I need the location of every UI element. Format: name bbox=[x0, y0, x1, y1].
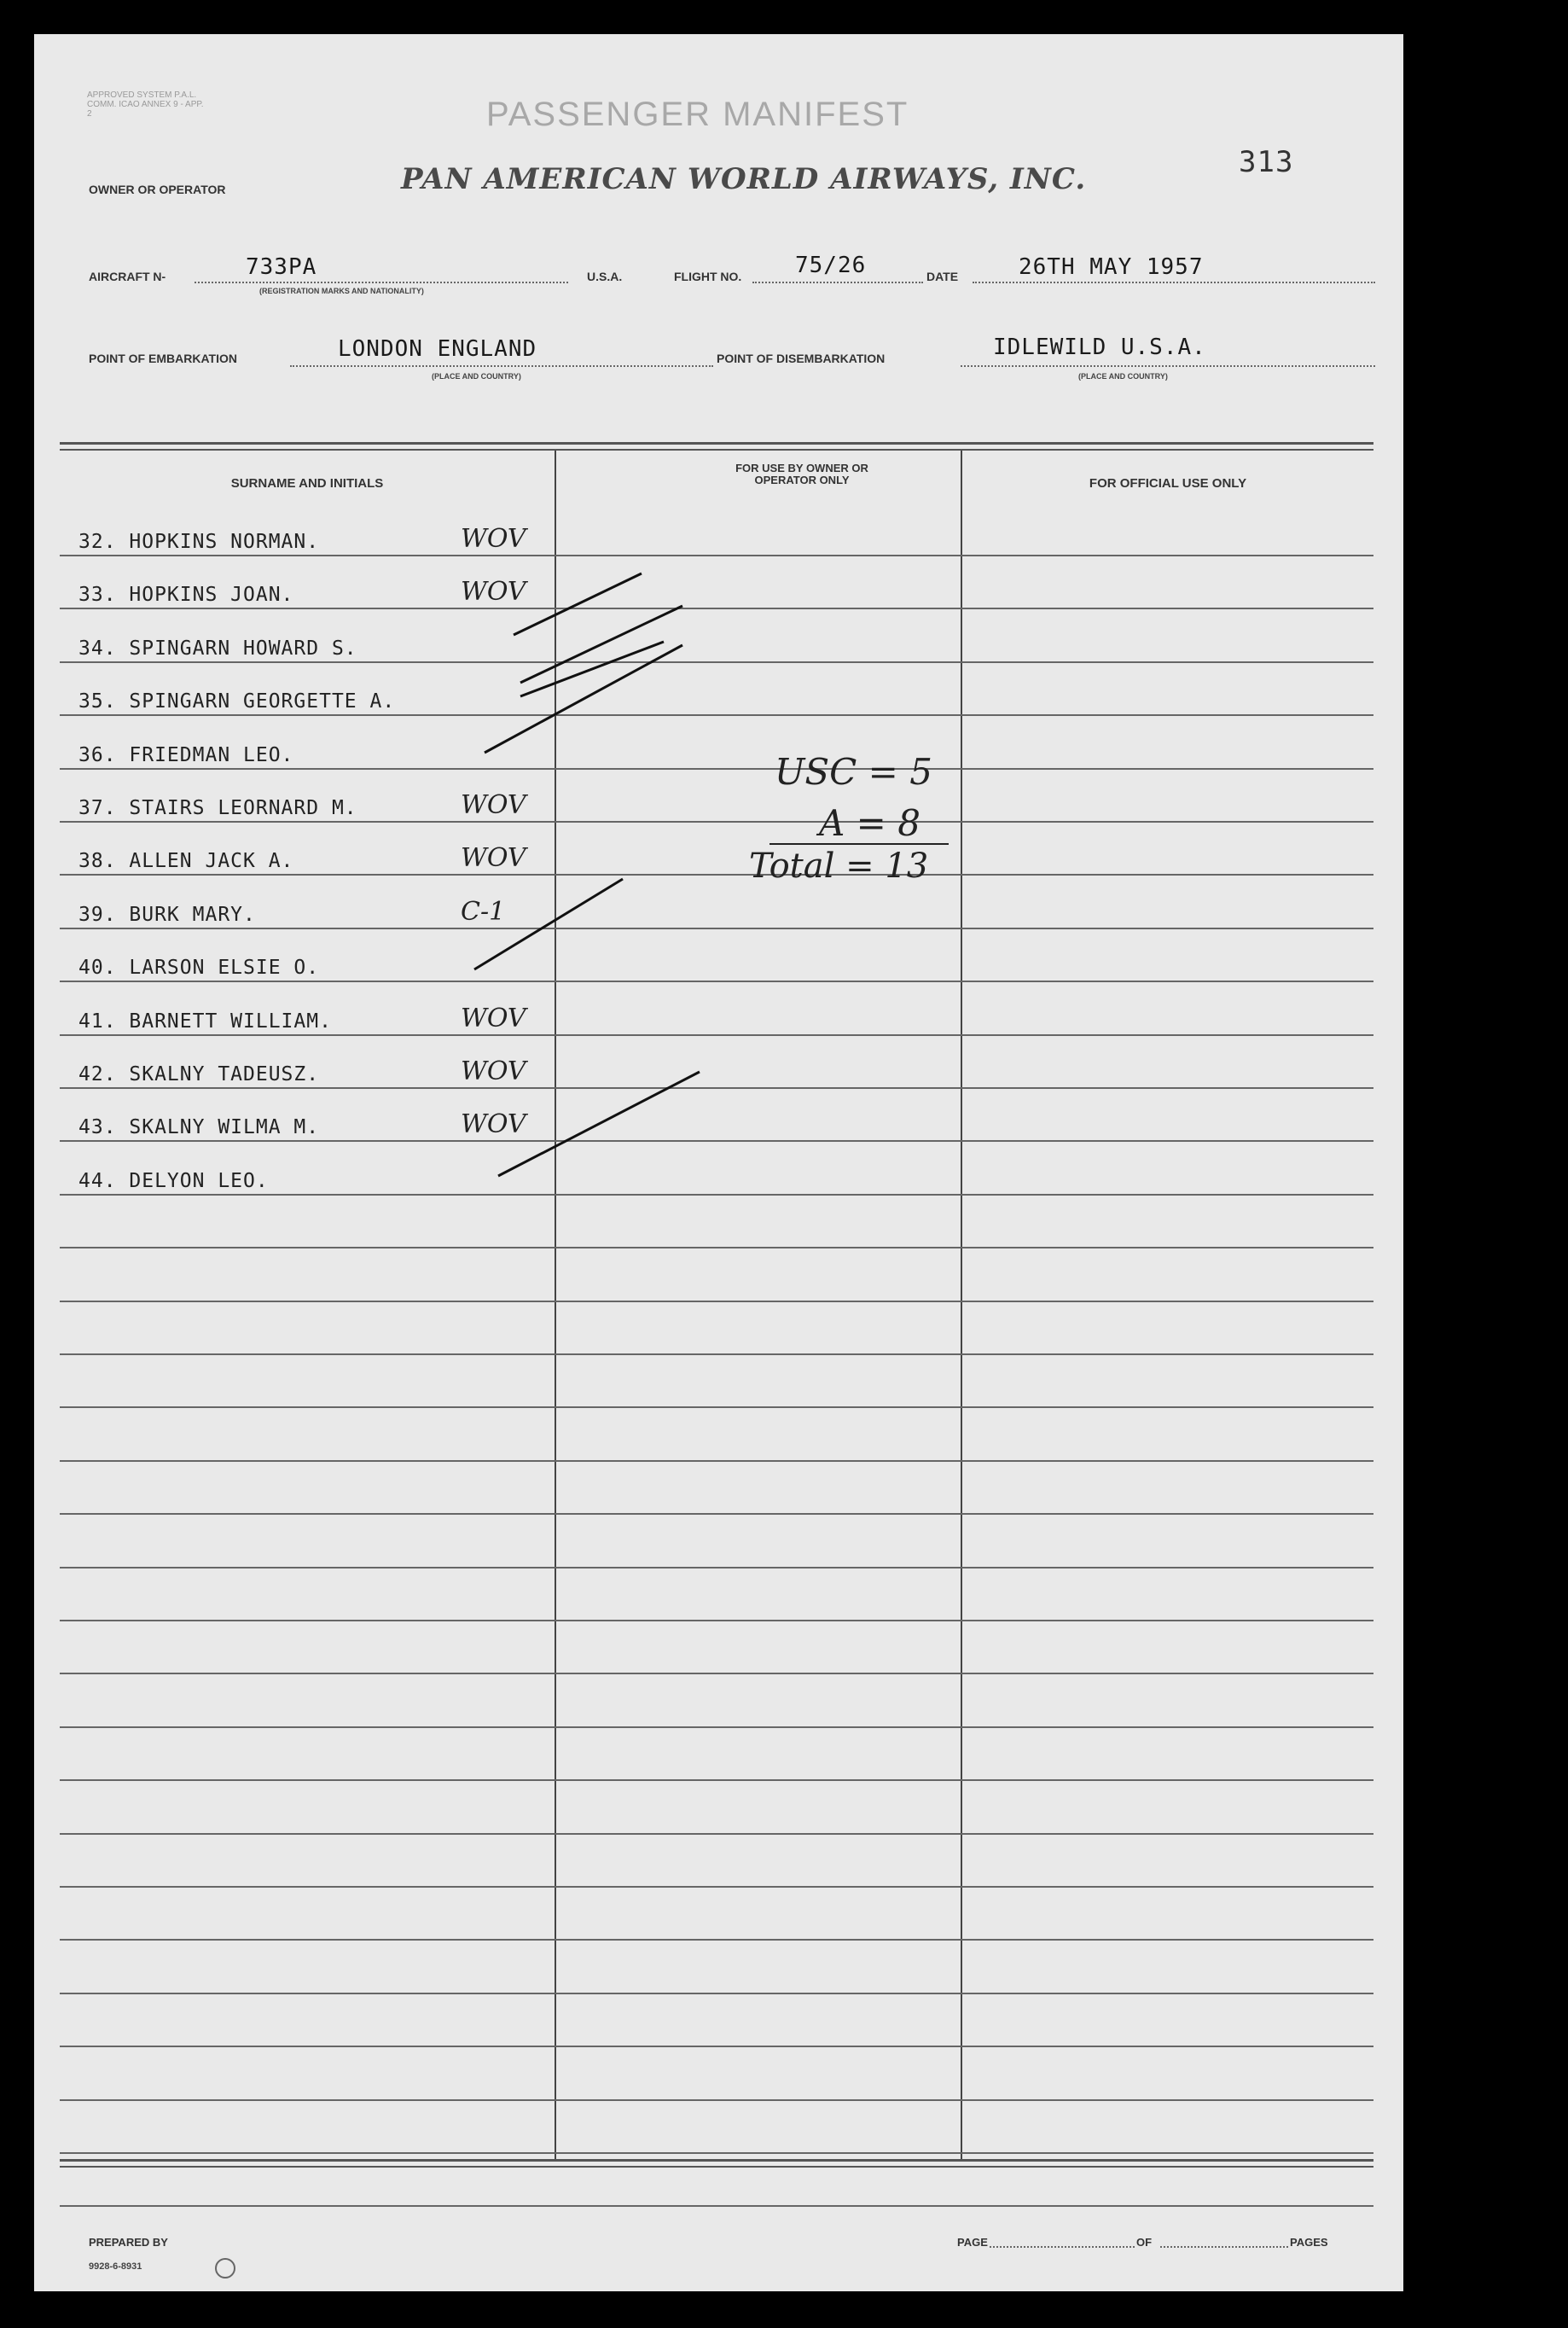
passenger-name: 36. FRIEDMAN LEO. bbox=[78, 744, 294, 766]
of-underline bbox=[1160, 2246, 1288, 2248]
column-header-owner-use: FOR USE BY OWNER OR OPERATOR ONLY bbox=[735, 462, 868, 486]
usa-label: U.S.A. bbox=[587, 270, 623, 283]
aircraft-value: 733PA bbox=[246, 254, 317, 280]
tally-usc: USC = 5 bbox=[775, 751, 932, 793]
owner-name: PAN AMERICAN WORLD AIRWAYS, INC. bbox=[401, 162, 1087, 196]
disembark-sublabel: (PLACE AND COUNTRY) bbox=[1078, 372, 1168, 381]
tally-total: Total = 13 bbox=[749, 847, 929, 886]
passenger-mark: WOV bbox=[461, 524, 526, 554]
date-value: 26TH MAY 1957 bbox=[1019, 254, 1204, 280]
passenger-mark: WOV bbox=[461, 843, 526, 873]
passenger-name: 33. HOPKINS JOAN. bbox=[78, 584, 294, 606]
passenger-name: 42. SKALNY TADEUSZ. bbox=[78, 1063, 320, 1085]
embark-label: POINT OF EMBARKATION bbox=[89, 352, 237, 365]
column-header-official-use: FOR OFFICIAL USE ONLY bbox=[1089, 476, 1247, 491]
embark-sublabel: (PLACE AND COUNTRY) bbox=[432, 372, 521, 381]
passenger-mark: WOV bbox=[461, 577, 526, 607]
of-label: OF bbox=[1136, 2236, 1153, 2249]
passenger-name: 34. SPINGARN HOWARD S. bbox=[78, 637, 357, 660]
passenger-name: 41. BARNETT WILLIAM. bbox=[78, 1010, 332, 1033]
passenger-name: 40. LARSON ELSIE O. bbox=[78, 957, 320, 979]
form-number: 9928-6-8931 bbox=[89, 2261, 142, 2272]
page-number: 313 bbox=[1239, 145, 1294, 179]
disembark-value: IDLEWILD U.S.A. bbox=[993, 335, 1206, 360]
document-title: PASSENGER MANIFEST bbox=[486, 96, 909, 133]
passenger-mark: WOV bbox=[461, 1109, 526, 1139]
pen-stroke bbox=[474, 879, 623, 969]
passenger-name: 35. SPINGARN GEORGETTE A. bbox=[78, 690, 396, 713]
passenger-mark: C-1 bbox=[461, 897, 506, 927]
tally-underline bbox=[769, 843, 949, 845]
aircraft-label: AIRCRAFT N- bbox=[89, 270, 166, 283]
pen-stroke bbox=[485, 645, 682, 753]
passenger-name: 43. SKALNY WILMA M. bbox=[78, 1116, 320, 1138]
prepared-by-label: PREPARED BY bbox=[89, 2236, 168, 2249]
passenger-name: 32. HOPKINS NORMAN. bbox=[78, 531, 320, 553]
passenger-name: 44. DELYON LEO. bbox=[78, 1170, 269, 1192]
manifest-sheet bbox=[34, 34, 1403, 2291]
tally-a: A = 8 bbox=[819, 802, 920, 844]
disembark-label: POINT OF DISEMBARKATION bbox=[717, 352, 886, 365]
pen-strokes bbox=[34, 34, 1403, 2291]
page-underline bbox=[990, 2246, 1135, 2248]
aircraft-sublabel: (REGISTRATION MARKS AND NATIONALITY) bbox=[259, 287, 424, 295]
page-label: PAGE bbox=[957, 2236, 988, 2249]
pen-stroke bbox=[514, 573, 642, 635]
passenger-name: 37. STAIRS LEORNARD M. bbox=[78, 797, 357, 819]
passenger-mark: WOV bbox=[461, 1004, 526, 1033]
flight-value: 75/26 bbox=[795, 253, 867, 278]
pages-label: PAGES bbox=[1290, 2236, 1328, 2249]
embark-value: LONDON ENGLAND bbox=[338, 336, 537, 362]
approval-stamp: APPROVED SYSTEM P.A.L. COMM. ICAO ANNEX 9 - APP. 2 bbox=[87, 90, 204, 119]
passenger-name: 38. ALLEN JACK A. bbox=[78, 850, 294, 872]
union-label-icon bbox=[215, 2258, 235, 2279]
column-header-surname: SURNAME AND INITIALS bbox=[230, 476, 384, 491]
date-label: DATE bbox=[926, 270, 959, 283]
owner-label: OWNER OR OPERATOR bbox=[89, 183, 226, 196]
flight-label: FLIGHT NO. bbox=[674, 270, 742, 283]
passenger-mark: WOV bbox=[461, 790, 526, 820]
passenger-mark: WOV bbox=[461, 1056, 526, 1086]
pen-stroke bbox=[498, 1072, 700, 1176]
passenger-name: 39. BURK MARY. bbox=[78, 904, 256, 926]
